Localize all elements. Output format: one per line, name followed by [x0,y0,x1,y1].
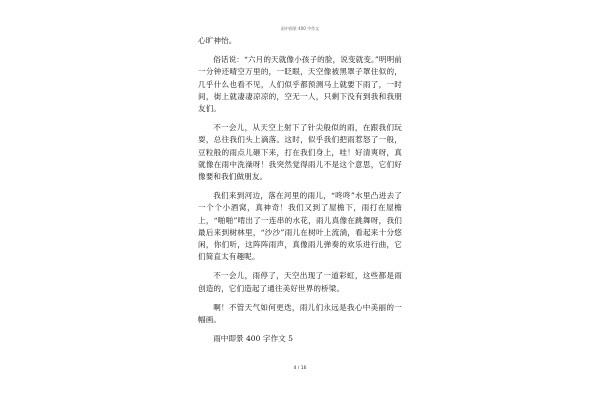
paragraph-continuation: 心旷神怡。 [198,36,237,45]
paragraph: 啊！不管天气如何更迭，雨儿们永远是我心中美丽的一幅画。 [198,302,402,325]
document-body [198,35,402,345]
paragraph: 不一会儿，雨停了，天空出现了一道彩虹，这些都是雨创造的，它们造起了通往美好世界的桥梁。 [198,271,402,293]
next-essay-heading: 雨中即景 400 字作文 5 [213,334,293,344]
page-number: 4 / 16 [293,366,307,371]
paragraph: 不一会儿，从天空上射下了针尖般似的雨，在跟我们玩耍，总往我们头上滴落。这时，似乎我们把雨惹怒了一般，豆粒般的雨点儿砸下来，打在我们身上，哇！好清爽呀，真就像在雨中洗澡呀！我突然觉得雨儿不是这个意思，它们好像要和我们做朋友。 [198,123,402,182]
paragraph: 俗话说：“六月的天就像小孩子的脸，说变就变。”明明前一分钟还晴空万里的，一眨眼，天空像被黑罩子罩住似的，几乎什么也看不见，人们似乎都预测马上就要下雨了，一时间，街上就凄凄凉凉的，空无一人，只剩下没有到我和我朋友们。 [198,55,402,114]
running-header: 雨中即景 400 字作文 [280,26,320,31]
paragraph: 我们来到河边，落在河里的雨儿，“咚咚”水里凸进去了一个个小酒窝，真神奇！我们又到了屋檐下，雨打在屋檐上，“啪啪”啃出了一连串的水花，雨儿真像在跳舞呀，我们最后来到树林里，“沙沙”雨儿在树叶上流淌，看起来十分悠闲，你们听，这阵阵雨声，真像雨儿弹奏的欢乐进行曲，它们简直太有趣呢。 [198,191,402,262]
